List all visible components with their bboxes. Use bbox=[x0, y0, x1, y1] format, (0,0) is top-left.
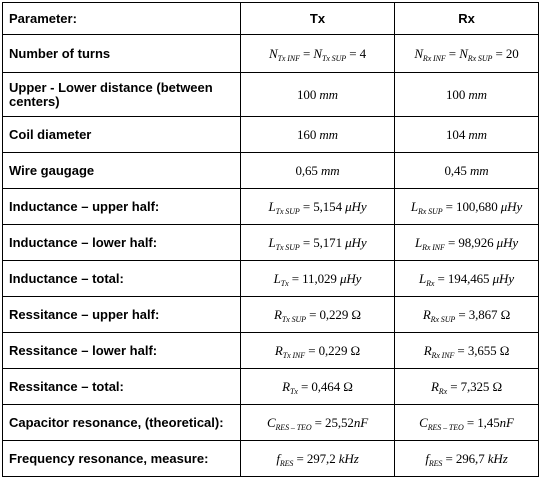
row-label-coil-diameter: Coil diameter bbox=[3, 117, 241, 153]
symbol: N bbox=[459, 45, 468, 61]
parameters-table bbox=[2, 2, 539, 477]
unit: μHy bbox=[500, 198, 523, 214]
subscript: RES bbox=[279, 458, 294, 468]
value: = 100,680 bbox=[442, 198, 501, 214]
table-row bbox=[3, 73, 539, 117]
tx-resistance-upper-half bbox=[241, 297, 395, 333]
symbol: R bbox=[282, 378, 291, 394]
value: = 3,867 bbox=[455, 306, 501, 322]
table-row bbox=[3, 35, 539, 73]
subscript: Tx bbox=[280, 278, 289, 288]
tx-resistance-lower-half bbox=[241, 333, 395, 369]
value: = 7,325 bbox=[447, 378, 493, 394]
value: = 194,465 bbox=[434, 270, 493, 286]
unit: μHy bbox=[345, 234, 367, 250]
symbol: R bbox=[423, 342, 432, 358]
value: = 296,7 bbox=[442, 450, 488, 466]
value: = 11,029 bbox=[288, 270, 340, 286]
row-label-inductance-lower-half: Inductance – lower half: bbox=[3, 225, 241, 261]
table-row bbox=[3, 369, 539, 405]
rx-frequency-resonance bbox=[395, 441, 539, 477]
table-row bbox=[3, 441, 539, 477]
unit: nF bbox=[499, 414, 514, 430]
value: = 98,926 bbox=[444, 234, 497, 250]
header-tx: Tx bbox=[241, 3, 395, 35]
symbol: N bbox=[268, 45, 278, 61]
subscript: Rx INF bbox=[422, 53, 446, 63]
symbol: L bbox=[414, 234, 423, 250]
unit: μHy bbox=[492, 270, 514, 286]
row-label-number-of-turns: Number of turns bbox=[3, 35, 241, 73]
unit: Ω bbox=[343, 378, 353, 394]
value: = 0,464 bbox=[297, 378, 344, 394]
table-row bbox=[3, 225, 539, 261]
tx-upper-lower-distance bbox=[241, 73, 395, 117]
rx-resistance-upper-half bbox=[395, 297, 539, 333]
subscript: Rx SUP bbox=[467, 53, 493, 63]
symbol: N bbox=[414, 45, 423, 61]
unit: μHy bbox=[345, 198, 367, 214]
symbol: f bbox=[276, 450, 280, 466]
subscript: Rx SUP bbox=[430, 314, 456, 324]
row-label-resistance-lower-half: Ressitance – lower half: bbox=[3, 333, 241, 369]
value: = 20 bbox=[492, 45, 519, 61]
table-row bbox=[3, 189, 539, 225]
symbol: L bbox=[268, 198, 276, 214]
equals: = bbox=[299, 45, 314, 61]
unit: Ω bbox=[500, 306, 511, 322]
rx-resistance-lower-half bbox=[395, 333, 539, 369]
tx-resistance-total bbox=[241, 369, 395, 405]
unit: mm bbox=[468, 86, 487, 102]
unit: Ω bbox=[351, 306, 361, 322]
row-label-inductance-total: Inductance – total: bbox=[3, 261, 241, 297]
subscript: RES – TEO bbox=[427, 422, 464, 432]
symbol: R bbox=[430, 378, 439, 394]
value: = 297,2 bbox=[293, 450, 339, 466]
unit: mm bbox=[319, 86, 338, 102]
subscript: Tx bbox=[290, 386, 298, 396]
rx-inductance-lower-half bbox=[395, 225, 539, 261]
subscript: Tx INF bbox=[282, 350, 306, 360]
symbol: C bbox=[266, 414, 276, 430]
row-label-wire-gauge: Wire gaugage bbox=[3, 153, 241, 189]
tx-inductance-lower-half bbox=[241, 225, 395, 261]
value: = 1,45 bbox=[463, 414, 500, 430]
symbol: f bbox=[425, 450, 429, 466]
row-label-resistance-total: Ressitance – total: bbox=[3, 369, 241, 405]
unit: mm bbox=[320, 162, 340, 178]
row-label-upper-lower-distance: Upper - Lower distance (between centers) bbox=[3, 73, 241, 117]
table-row bbox=[3, 261, 539, 297]
tx-frequency-resonance bbox=[241, 441, 395, 477]
tx-coil-diameter bbox=[241, 117, 395, 153]
value: = 3,655 bbox=[454, 342, 500, 358]
value: = 4 bbox=[346, 45, 366, 61]
unit: kHz bbox=[487, 450, 508, 466]
value: 100 bbox=[446, 86, 469, 102]
tx-number-of-turns bbox=[241, 35, 395, 73]
subscript: Tx INF bbox=[277, 53, 300, 63]
symbol: R bbox=[274, 306, 282, 322]
tx-inductance-total bbox=[241, 261, 395, 297]
table-row bbox=[3, 405, 539, 441]
rx-coil-diameter bbox=[395, 117, 539, 153]
symbol: R bbox=[422, 306, 431, 322]
value: 0,45 bbox=[444, 162, 470, 178]
row-label-frequency-resonance: Frequency resonance, measure: bbox=[3, 441, 241, 477]
equals: = bbox=[445, 45, 460, 61]
unit: Ω bbox=[492, 378, 503, 394]
value: 0,65 bbox=[295, 162, 321, 178]
rx-wire-gauge bbox=[395, 153, 539, 189]
symbol: L bbox=[268, 234, 276, 250]
subscript: Tx SUP bbox=[275, 206, 300, 216]
row-label-inductance-upper-half: Inductance – upper half: bbox=[3, 189, 241, 225]
tx-wire-gauge bbox=[241, 153, 395, 189]
unit: mm bbox=[469, 162, 489, 178]
rx-inductance-total bbox=[395, 261, 539, 297]
tx-inductance-upper-half bbox=[241, 189, 395, 225]
subscript: Rx bbox=[438, 386, 448, 396]
unit: Ω bbox=[350, 342, 361, 358]
symbol: N bbox=[313, 45, 322, 61]
subscript: Rx INF bbox=[422, 242, 445, 252]
value: 100 bbox=[297, 86, 320, 102]
row-label-capacitor-resonance: Capacitor resonance, (theoretical): bbox=[3, 405, 241, 441]
header-parameter: Parameter: bbox=[3, 3, 241, 35]
value: 104 bbox=[446, 126, 469, 142]
unit: mm bbox=[319, 126, 338, 142]
value: = 5,154 bbox=[299, 198, 346, 214]
subscript: Tx SUP bbox=[281, 314, 306, 324]
table-row bbox=[3, 333, 539, 369]
rx-upper-lower-distance bbox=[395, 73, 539, 117]
symbol: R bbox=[274, 342, 283, 358]
symbol: L bbox=[418, 270, 427, 286]
rx-resistance-total bbox=[395, 369, 539, 405]
value: = 0,229 bbox=[305, 306, 352, 322]
table-row bbox=[3, 153, 539, 189]
subscript: RES – TEO bbox=[275, 422, 312, 432]
unit: μHy bbox=[339, 270, 362, 286]
unit: nF bbox=[353, 414, 369, 430]
subscript: Rx INF bbox=[431, 350, 455, 360]
table-row bbox=[3, 297, 539, 333]
subscript: Rx bbox=[426, 278, 435, 288]
row-label-resistance-upper-half: Ressitance – upper half: bbox=[3, 297, 241, 333]
value: = 5,171 bbox=[299, 234, 346, 250]
unit: mm bbox=[468, 126, 487, 142]
value: 160 bbox=[297, 126, 320, 142]
unit: kHz bbox=[338, 450, 359, 466]
subscript: Rx SUP bbox=[418, 206, 443, 216]
symbol: L bbox=[273, 270, 281, 286]
table-row bbox=[3, 117, 539, 153]
rx-inductance-upper-half bbox=[395, 189, 539, 225]
value: = 25,52 bbox=[311, 414, 354, 430]
subscript: Tx SUP bbox=[275, 242, 300, 252]
tx-capacitor-resonance bbox=[241, 405, 395, 441]
table-header-row bbox=[3, 3, 539, 35]
rx-number-of-turns bbox=[395, 35, 539, 73]
header-rx: Rx bbox=[395, 3, 539, 35]
subscript: RES bbox=[428, 458, 443, 468]
symbol: L bbox=[410, 198, 418, 214]
subscript: Tx SUP bbox=[321, 53, 347, 63]
unit: Ω bbox=[499, 342, 510, 358]
rx-capacitor-resonance bbox=[395, 405, 539, 441]
unit: μHy bbox=[496, 234, 519, 250]
symbol: C bbox=[419, 414, 428, 430]
value: = 0,229 bbox=[305, 342, 351, 358]
